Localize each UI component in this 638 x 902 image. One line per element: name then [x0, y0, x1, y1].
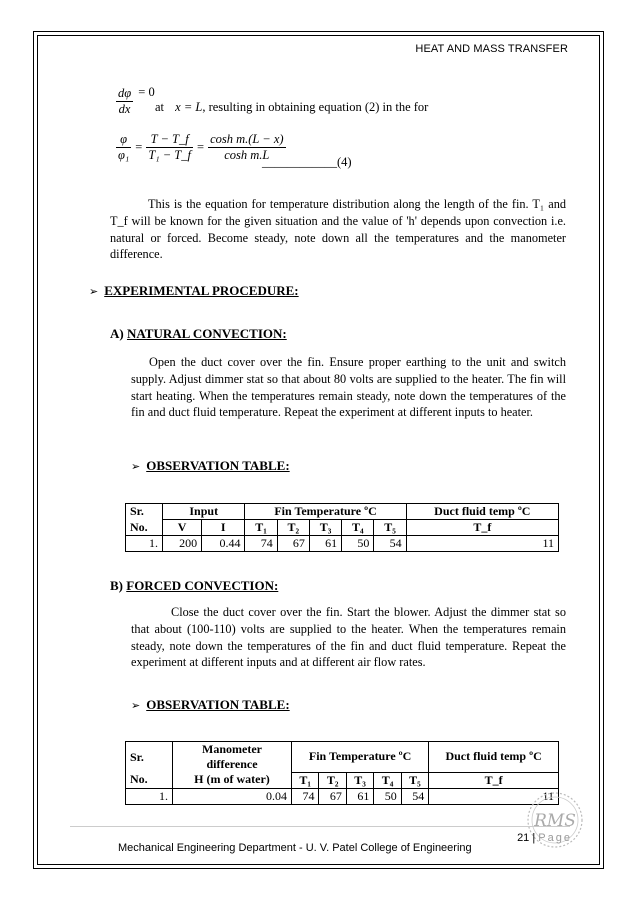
natural-observation-title: OBSERVATION TABLE:: [146, 458, 290, 473]
derivative-numerator: dφ: [118, 85, 132, 100]
sub-header-t5: T₅: [374, 520, 406, 536]
cell-i: 0.44: [202, 536, 245, 552]
cell-tf: 11: [429, 788, 559, 804]
sub-header-t2: T₂: [319, 772, 346, 788]
derivative-denominator: dx: [118, 101, 131, 116]
experimental-procedure-title: EXPERIMENTAL PROCEDURE:: [104, 283, 299, 298]
derivative-fraction: [116, 86, 133, 117]
cell-h: 0.04: [173, 788, 292, 804]
input-header: Input: [163, 504, 245, 520]
fin-temperature-header: Fin Temperature ºC: [292, 742, 429, 773]
cell-t5: 54: [374, 536, 406, 552]
sr-header: Sr.: [126, 504, 163, 520]
equation-rhs: = 0: [138, 85, 155, 99]
condition-tail: , resulting in obtaining equation (2) in the for: [202, 100, 429, 114]
cell-t3: 61: [309, 536, 341, 552]
cell-sr: 1.: [126, 536, 163, 552]
forced-convection-paragraph: Close the duct cover over the fin. Start the blower. Adjust the dimmer stat so that about (100-110) volts are supplied to the heater. When the temperatures remain steady, note down the temperatures of the fin and duct fluid temperature. Repeat the experiment at different inputs and at different air flow rates.: [131, 605, 566, 670]
natural-observation-heading: [131, 458, 290, 474]
fin-temperature-header: Fin Temperature ºC: [245, 504, 406, 520]
sub-header-t4: T₄: [342, 520, 374, 536]
cell-tf: 11: [406, 536, 558, 552]
phi: φ: [116, 132, 131, 148]
cell-t3: 61: [346, 788, 373, 804]
cell-t1: 74: [245, 536, 277, 552]
temperature-denominator: T₁ − T_f: [148, 148, 191, 162]
cell-sr: 1.: [126, 788, 173, 804]
page-footer: Mechanical Engineering Department - U. V. Patel College of Engineering: [118, 842, 472, 854]
natural-convection-paragraph: Open the duct cover over the fin. Ensure proper earthing to the unit and switch supply. Adjust dimmer stat so that about 80 volts are supplied to the heater. The fin will start heating. When the temperatures remain steady, note down the temperatures of the fin and duct fluid temperature. Repeat the experiment at different inputs to heater.: [131, 355, 566, 420]
cell-t5: 54: [401, 788, 428, 804]
table-row: [126, 536, 559, 552]
equation-blank-line: ____________: [262, 155, 337, 169]
sub-header-t3: T₃: [309, 520, 341, 536]
boundary-condition-text: [155, 100, 428, 115]
intro-paragraph: This is the equation for temperature distribution along the length of the fin. T₁ and T_f will be known for the given situation and the value of 'h' depends upon convection i.e. natural or forced. Become steady, note down all the temperatures and the manometer difference.: [110, 197, 566, 262]
sub-header-t5: T₅: [401, 772, 428, 788]
page-separator: |: [529, 832, 539, 844]
condition: x = L: [175, 100, 203, 114]
forced-observation-title: OBSERVATION TABLE:: [146, 697, 290, 712]
sr-header-bottom: No.: [126, 772, 173, 788]
duct-fluid-header: Duct fluid temp ºC: [429, 742, 559, 773]
sr-header-bottom: No.: [126, 520, 163, 536]
table-header-row: [126, 742, 559, 773]
temperature-distribution-equation: [116, 132, 286, 163]
cell-t2: 67: [319, 788, 346, 804]
arrow-bullet-icon: ➢: [131, 460, 141, 473]
table-header-row: [126, 504, 559, 520]
sub-header-t1: T₁: [292, 772, 319, 788]
at-word: at: [155, 100, 165, 114]
table-row: [126, 788, 559, 804]
page-number: 21: [517, 832, 530, 844]
equation-number-label: (4): [337, 155, 352, 169]
phi-1: φ₁: [118, 148, 130, 162]
equals-a: =: [135, 140, 143, 154]
footer-divider: [70, 826, 570, 827]
page-label: Page: [538, 832, 572, 844]
cell-t2: 67: [277, 536, 309, 552]
table-subheader-row: [126, 520, 559, 536]
forced-observation-table: [125, 741, 559, 805]
forced-convection-heading: [110, 578, 278, 594]
watermark-text: RMS: [534, 811, 576, 831]
forced-observation-heading: [131, 697, 290, 713]
sub-header-t2: T₂: [277, 520, 309, 536]
forced-prefix: B): [110, 578, 123, 593]
equation-number: [262, 155, 352, 170]
cosh-denominator: cosh m.L: [224, 148, 270, 162]
forced-title: FORCED CONVECTION:: [126, 578, 279, 593]
equation-boundary: [116, 85, 155, 117]
equals-b: =: [197, 140, 205, 154]
experimental-procedure-heading: [89, 283, 299, 299]
sub-header-i: I: [202, 520, 245, 536]
natural-title: NATURAL CONVECTION:: [126, 326, 287, 341]
cell-t1: 74: [292, 788, 319, 804]
sr-header: Sr.: [126, 742, 173, 773]
cosh-numerator: cosh m.(L − x): [210, 132, 284, 146]
natural-observation-table: [125, 503, 559, 552]
arrow-bullet-icon: ➢: [131, 699, 141, 712]
natural-prefix: A): [110, 326, 124, 341]
sub-header-t4: T₄: [374, 772, 401, 788]
arrow-bullet-icon: ➢: [89, 285, 99, 298]
cell-v: 200: [163, 536, 202, 552]
temperature-ratio: [146, 132, 193, 163]
sub-header-t3: T₃: [346, 772, 373, 788]
natural-convection-heading: [110, 326, 287, 342]
page-number-block: [517, 832, 572, 844]
manometer-header-bottom: H (m of water): [173, 772, 292, 788]
sub-header-v: V: [163, 520, 202, 536]
sub-header-tf: T_f: [406, 520, 558, 536]
phi-ratio: [116, 132, 131, 163]
duct-fluid-header: Duct fluid temp ºC: [406, 504, 558, 520]
cell-t4: 50: [342, 536, 374, 552]
temperature-numerator: T − T_f: [146, 132, 193, 148]
sub-header-t1: T₁: [245, 520, 277, 536]
page-header: HEAT AND MASS TRANSFER: [415, 43, 568, 55]
table-subheader-row: [126, 772, 559, 788]
cell-t4: 50: [374, 788, 401, 804]
sub-header-tf: T_f: [429, 772, 559, 788]
manometer-header: Manometer difference: [173, 742, 292, 773]
